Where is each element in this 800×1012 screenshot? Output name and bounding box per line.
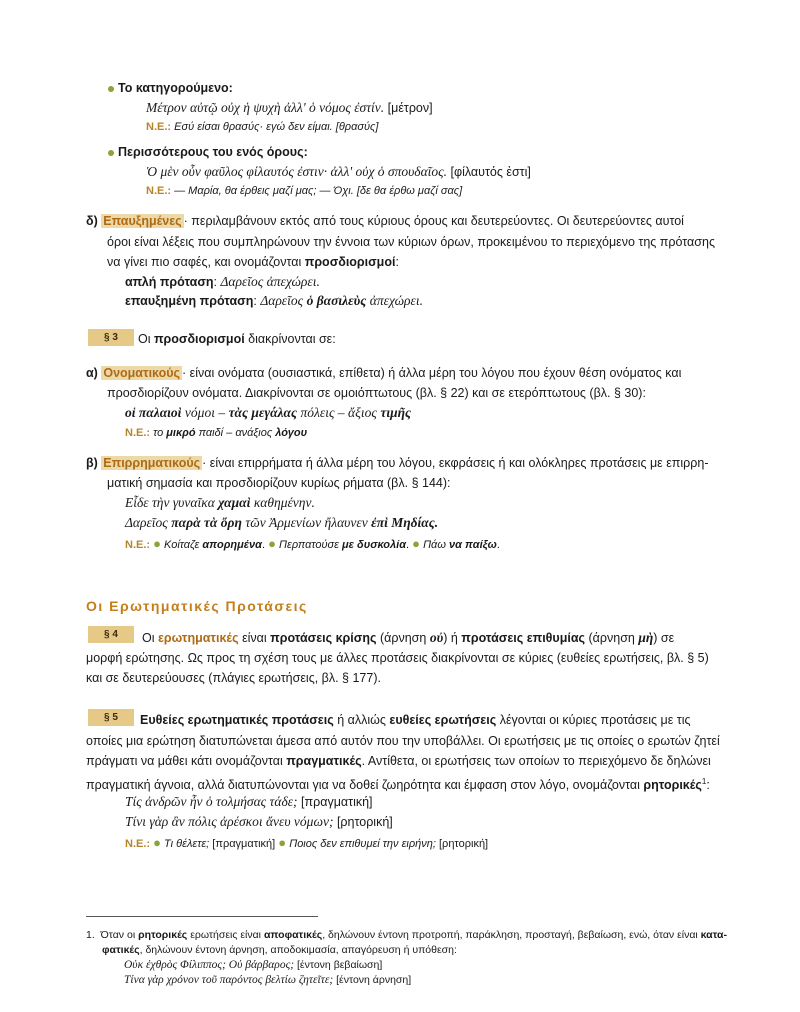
footnote-example: Τίνα γὰρ χρόνον τοῦ παρόντος βελτίω ζητεῖτε; [έντονη άρνηση] xyxy=(124,974,412,986)
ne-example: Ν.Ε.: το μικρό παιδί – ανάξιος λόγου xyxy=(125,427,308,439)
example-line: απλή πρόταση: Δαρεῖος ἀπεχώρει. xyxy=(125,274,320,289)
example-line: Μέτρον αὐτῷ οὐχ ἡ ψυχὴ ἀλλ' ὁ νόμος ἐστίν. [μέτρον] xyxy=(146,100,433,115)
footnote-example: Οὐκ ἐχθρὸς Φίλιππος; Οὐ βάρβαρος; [έντονη βεβαίωση] xyxy=(124,959,383,971)
ne-example: Ν.Ε.: ● Τι θέλετε; [πραγματική] ● Ποιος δεν επιθυμεί την ειρήνη; [ρητορική] xyxy=(125,835,489,850)
section-4-line3: και σε δευτερεύουσες (πλάγιες ερωτήσεις, βλ. § 177). xyxy=(86,671,381,685)
paragraph-alpha-line1: α) Ονοματικούς · είναι ονόματα (ουσιαστικά, επίθετα) ή άλλα μέρη του λόγου που έχουν θέση ονόματος και xyxy=(86,366,682,380)
example-line: Εἶδε τὴν γυναῖκα χαμαὶ καθημένην. xyxy=(125,495,315,510)
section-badge: § 5 xyxy=(88,709,134,726)
bullet-dot-icon xyxy=(108,150,114,156)
bullet-dot-icon xyxy=(108,86,114,92)
paragraph-delta-line3: να γίνει πιο σαφές, και ονομάζονται προσδιορισμοί: xyxy=(107,255,399,269)
paragraph-delta-line1: δ) Επαυξημένες · περιλαμβάνουν εκτός από τους κύριους όρους και δευτερεύοντες. Οι δευτερεύοντες αυτοί xyxy=(86,214,684,228)
footnote-line2: φατικές, δηλώνουν έντονη άρνηση, αποδοκιμασία, απαγόρευση ή υπόθεση: xyxy=(102,944,457,956)
bullet-title: Περισσότερους του ενός όρους: xyxy=(118,145,308,159)
example-line: Δαρεῖος παρὰ τὰ ὄρη τῶν Ἀρμενίων ἤλαυνεν ἐπὶ Μηδίας. xyxy=(125,515,439,530)
footnote-divider xyxy=(86,916,318,917)
paragraph-delta-line2: όροι είναι λέξεις που συμπληρώνουν την έννοια των κύριων όρων, προκειμένου το περιεχόμενο της πρότασης xyxy=(107,235,715,249)
section-5-line3: πράγματι να μάθει κάτι ονομάζονται πραγματικές. Αντίθετα, οι ερωτήσεις των οποίων το περιεχόμενο δε δηλώνει xyxy=(86,754,711,768)
section-heading: Οι Ερωτηματικές Προτάσεις xyxy=(86,598,308,614)
section-5-line1: Ευθείες ερωτηματικές προτάσεις ή αλλιώς ευθείες ερωτήσεις λέγονται οι κύριες προτάσεις με τις xyxy=(140,713,691,727)
paragraph-alpha-line2: προσδιορίζουν ονόματα. Διακρίνονται σε ομοιόπτωτους (βλ. § 22) και σε ετερόπτωτους (βλ. § 30): xyxy=(107,386,646,400)
paragraph-beta-line1: β) Επιρρηματικούς · είναι επιρρήματα ή άλλα μέρη του λόγου, εκφράσεις ή και ολόκληρες προτάσεις με επιρρη- xyxy=(86,456,709,470)
ne-example: Ν.Ε.: Εσύ είσαι θρασύς· εγώ δεν είμαι. [θρασύς] xyxy=(146,121,379,133)
example-line: οἱ παλαιοὶ νόμοι – τὰς μεγάλας πόλεις – ἄξιος τιμῆς xyxy=(125,405,412,420)
footnote-line1: 1. Όταν οι ρητορικές ερωτήσεις είναι αποφατικές, δηλώνουν έντονη προτροπή, παράκληση, προσταγή, βεβαίωση, ενώ, όταν είναι κατα- xyxy=(86,929,727,941)
section-badge: § 3 xyxy=(88,329,134,346)
ne-example: Ν.Ε.: ● Κοίταζε απορημένα. ● Περπατούσε με δυσκολία. ● Πάω να παίξω. xyxy=(125,536,500,551)
example-line: Ὁ μὲν οὖν φαῦλος φίλαυτός ἐστιν· ἀλλ' οὐχ ὁ σπουδαῖος. [φίλαυτός ἐστι] xyxy=(146,164,531,179)
example-line: Τίνι γὰρ ἂν πόλις ἀρέσκοι ἄνευ νόμων; [ρητορική] xyxy=(125,814,393,829)
example-line: επαυξημένη πρόταση: Δαρεῖος ὁ βασιλεὺς ἀπεχώρει. xyxy=(125,293,423,308)
section-5-line2: οποίες μια ερώτηση διατυπώνεται άμεσα από αυτόν που την υποβάλλει. Οι ερωτήσεις με τις οποίες ο ερωτών ζητεί xyxy=(86,734,720,748)
section-5-line4: πραγματική άγνοια, αλλά διατυπώνονται για να δοθεί ζωηρότητα και έμφαση στον λόγο, ονομάζονται ρητορικές$^1$: xyxy=(86,777,710,793)
bullet-title: Το κατηγορούμενο: xyxy=(118,81,233,95)
example-line: Τίς ἀνδρῶν ἦν ὁ τολμήσας τάδε; [πραγματική] xyxy=(125,794,373,809)
section-3-text: Οι προσδιορισμοί διακρίνονται σε: xyxy=(138,332,336,346)
section-4-line1: Οι ερωτηματικές είναι προτάσεις κρίσης (άρνηση οὐ) ή προτάσεις επιθυμίας (άρνηση μὴ) σε xyxy=(142,630,675,645)
paragraph-beta-line2: ματική σημασία και προσδιορίζουν κυρίως ρήματα (βλ. § 144): xyxy=(107,476,451,490)
section-badge: § 4 xyxy=(88,626,134,643)
section-4-line2: μορφή ερώτησης. Ως προς τη σχέση τους με άλλες προτάσεις διακρίνονται σε κύριες (ευθείες ερωτήσεις, βλ. § 5) xyxy=(86,651,709,665)
ne-example: Ν.Ε.: — Μαρία, θα έρθεις μαζί μας; — Όχι. [δε θα έρθω μαζί σας] xyxy=(146,185,463,197)
